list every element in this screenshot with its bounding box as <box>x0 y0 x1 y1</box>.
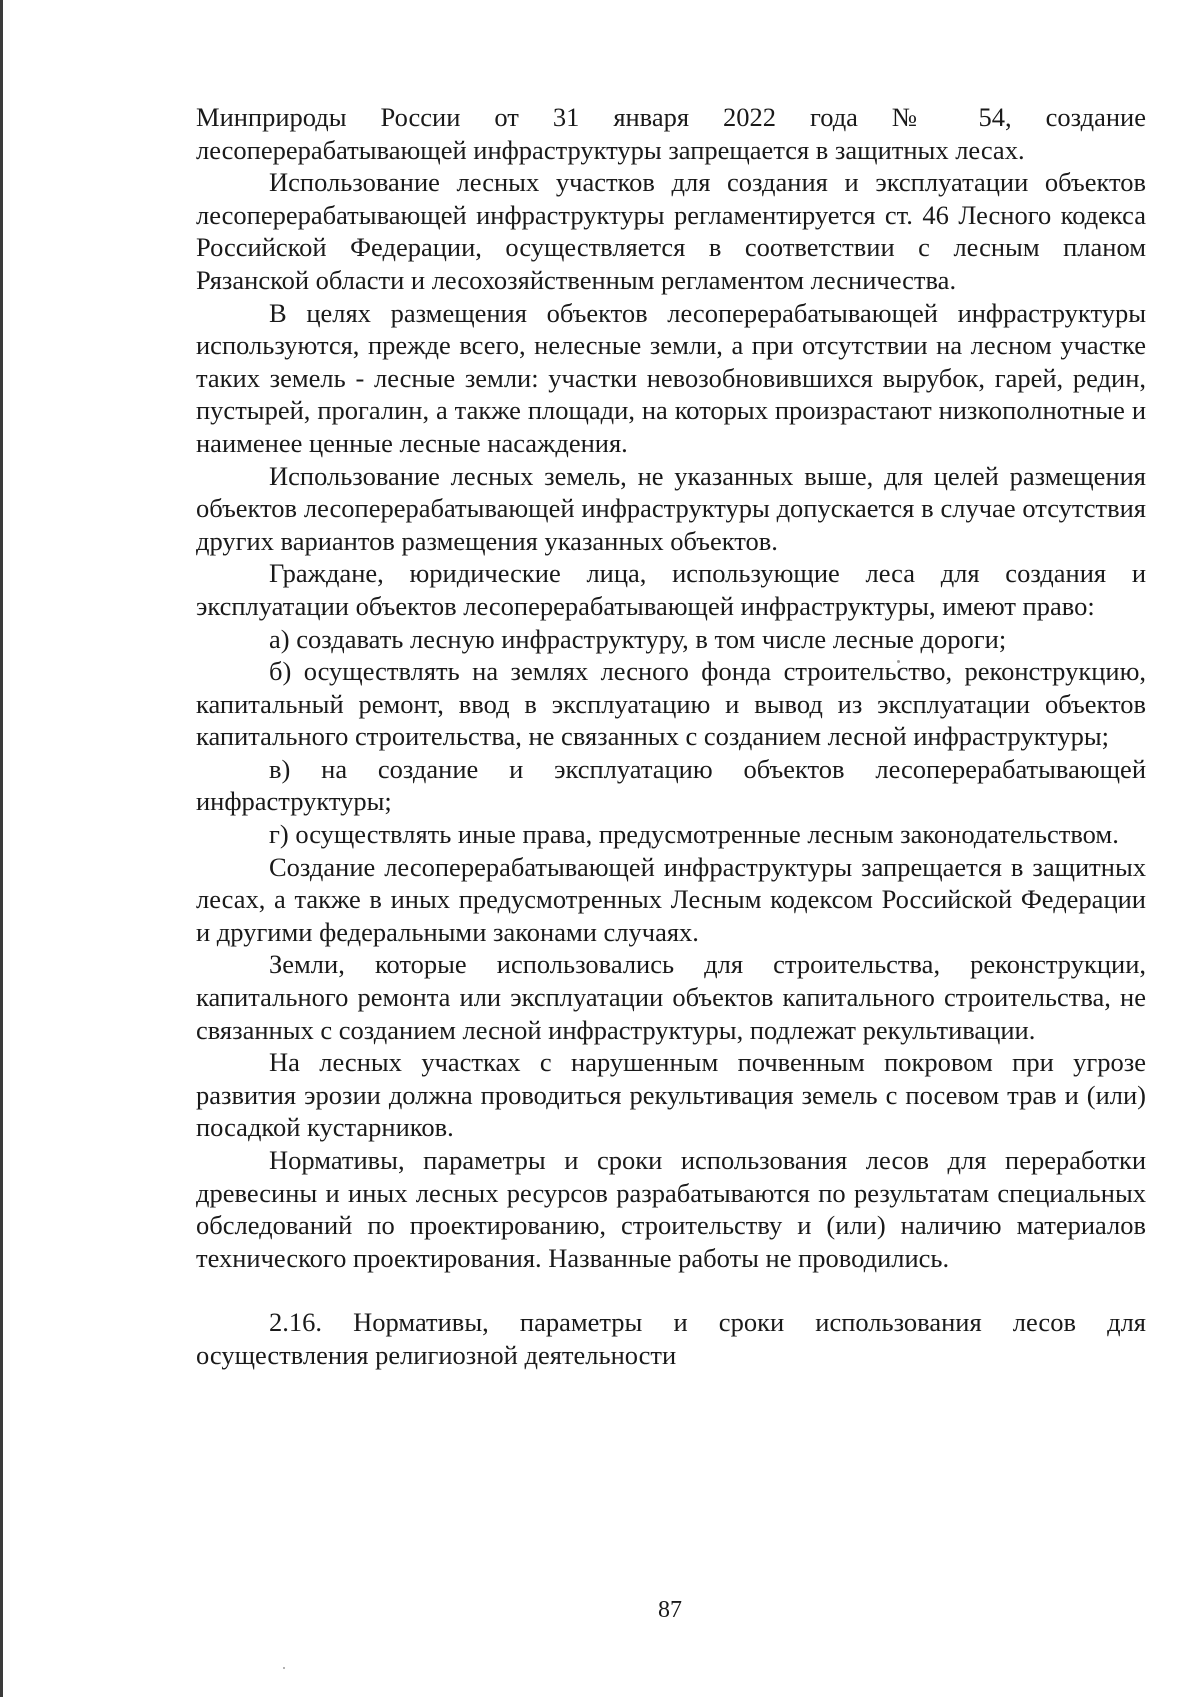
paragraph-prohibition: Создание лесоперерабатывающей инфраструктуры запрещается в защитных лесах, а также в иных предусмотренных Лесным кодексом Российской Федерации и другими федеральными законами случаях. <box>196 851 1146 947</box>
paragraph-rights-intro: Граждане, юридические лица, использующие леса для создания и эксплуатации объектов лесоперерабатывающей инфраструктуры, имеют право: <box>196 558 1146 621</box>
paragraph-erosion: На лесных участках с нарушенным почвенным покровом при угрозе развития эрозии должна проводиться рекультивация земель с посевом трав и (или) посадкой кустарников. <box>196 1047 1146 1143</box>
scan-left-edge <box>0 0 3 1697</box>
page-number: 87 <box>658 1597 682 1623</box>
list-item-a: а) создавать лесную инфраструктуру, в том числе лесные дороги; <box>269 623 1007 654</box>
section-heading-2-16: 2.16. Нормативы, параметры и сроки использования лесов для осуществления религиозной деятельности <box>196 1307 1146 1370</box>
list-item-b: б) осуществлять на землях лесного фонда строительство, реконструкцию, капитальный ремонт, ввод в эксплуатацию и вывод из эксплуатации объектов капитального строительства, не связанных с созданием лесной инфраструктуры; <box>196 656 1146 752</box>
list-item-g: г) осуществлять иные права, предусмотренные лесным законодательством. <box>269 819 1119 850</box>
paragraph-norms: Нормативы, параметры и сроки использования лесов для переработки древесины и иных лесных ресурсов разрабатываются по результатам специальных обследований по проектированию, строительству и (или) наличию материалов технического проектирования. Названные работы не проводились. <box>196 1145 1146 1273</box>
paragraph-lease-regulation: Использование лесных участков для создания и эксплуатации объектов лесоперерабатывающей инфраструктуры регламентируется ст. 46 Лесного кодекса Российской Федерации, осуществляется в соответствии с лесным планом Рязанской области и лесохозяйственным регламентом лесничества. <box>196 167 1146 295</box>
paragraph-land-placement: В целях размещения объектов лесоперерабатывающей инфраструктуры используются, прежде всего, нелесные земли, а при отсутствии на лесном участке таких земель - лесные земли: участки невозобновившихся вырубок, гарей, редин, пустырей, прогалин, а также площади, на которых произрастают низкополнотные и наименее ценные лесные насаждения. <box>196 297 1146 458</box>
scan-speck <box>283 1667 285 1669</box>
list-item-v: в) на создание и эксплуатацию объектов лесоперерабатывающей инфраструктуры; <box>196 753 1146 817</box>
document-body <box>196 101 1146 1372</box>
paragraph-continuation: Минприроды России от 31 января 2022 года № 54, создание лесоперерабатывающей инфраструктуры запрещается в защитных лесах. <box>196 102 1146 165</box>
paragraph-other-lands: Использование лесных земель, не указанных выше, для целей размещения объектов лесоперерабатывающей инфраструктуры допускается в случае отсутствия других вариантов размещения указанных объектов. <box>196 460 1146 556</box>
paragraph-recultivation: Земли, которые использовались для строительства, реконструкции, капитального ремонта или эксплуатации объектов капитального строительства, не связанных с созданием лесной инфраструктуры, подлежат рекультивации. <box>196 949 1146 1045</box>
